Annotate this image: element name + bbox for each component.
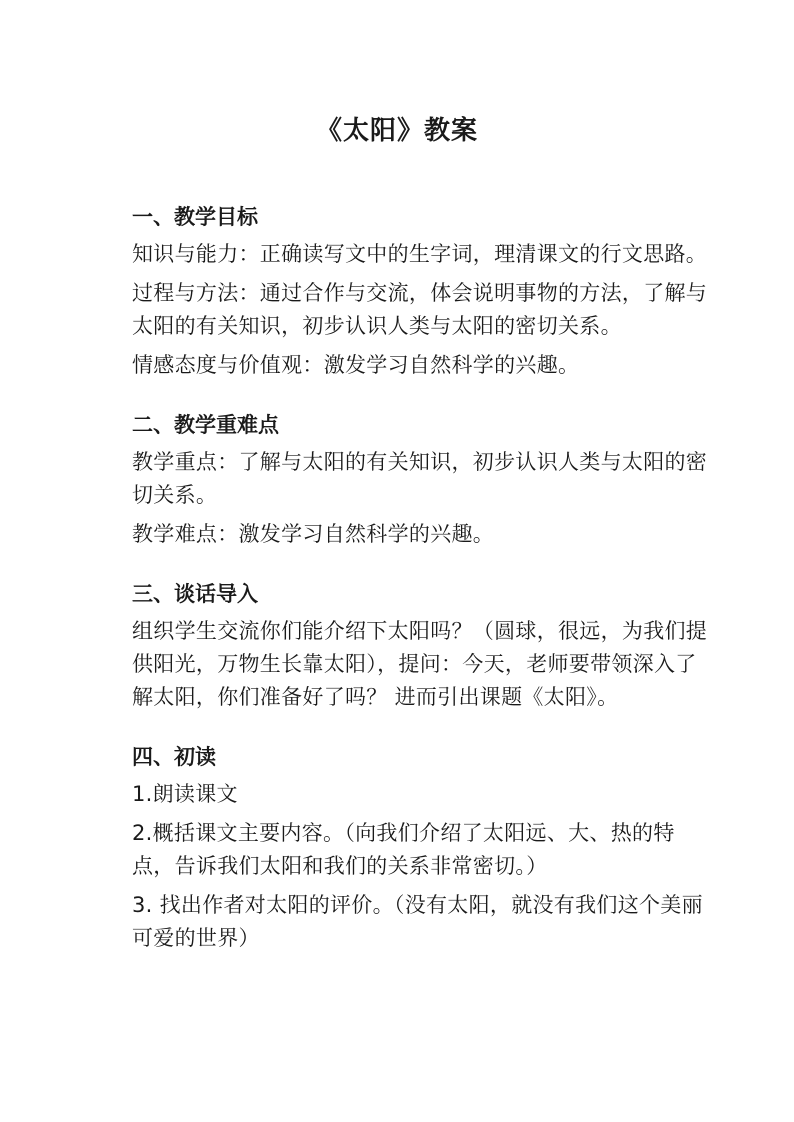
paragraph: 情感态度与价值观：激发学习自然科学的兴趣。 xyxy=(132,353,580,377)
paragraph: 教学重点：了解与太阳的有关知识，初步认识人类与太阳的密切关系。 xyxy=(132,450,708,507)
section-teaching-objectives xyxy=(132,200,717,382)
paragraph: 过程与方法：通过合作与交流，体会说明事物的方法，了解与太阳的有关知识，初步认识人类与太阳的密切关系。 xyxy=(132,281,708,338)
section-heading: 四、初读 xyxy=(132,745,216,769)
paragraph: 知识与能力：正确读写文中的生字词，理清课文的行文思路。 xyxy=(132,242,708,266)
paragraph: 3. 找出作者对太阳的评价。（没有太阳，就没有我们这个美丽可爱的世界） xyxy=(132,893,703,950)
section-heading: 一、教学目标 xyxy=(132,205,258,229)
section-key-difficult-points xyxy=(132,408,717,551)
section-conversation-intro xyxy=(132,577,717,714)
section-first-reading xyxy=(132,740,717,955)
document-body xyxy=(132,200,717,981)
paragraph: 2.概括课文主要内容。（向我们介绍了太阳远、大、热的特点，告诉我们太阳和我们的关系非常密切。） xyxy=(132,821,675,878)
document-title: 《太阳》教案 xyxy=(315,116,478,146)
paragraph: 组织学生交流你们能介绍下太阳吗？（圆球，很远，为我们提供阳光，万物生长靠太阳），提问：今天，老师要带领深入了解太阳，你们准备好了吗？ 进而引出课题《太阳》。 xyxy=(132,619,708,709)
paragraph: 教学难点：激发学习自然科学的兴趣。 xyxy=(132,522,495,546)
paragraph: 1.朗读课文 xyxy=(132,782,238,806)
section-heading: 二、教学重难点 xyxy=(132,413,279,437)
section-heading: 三、谈话导入 xyxy=(132,582,258,606)
